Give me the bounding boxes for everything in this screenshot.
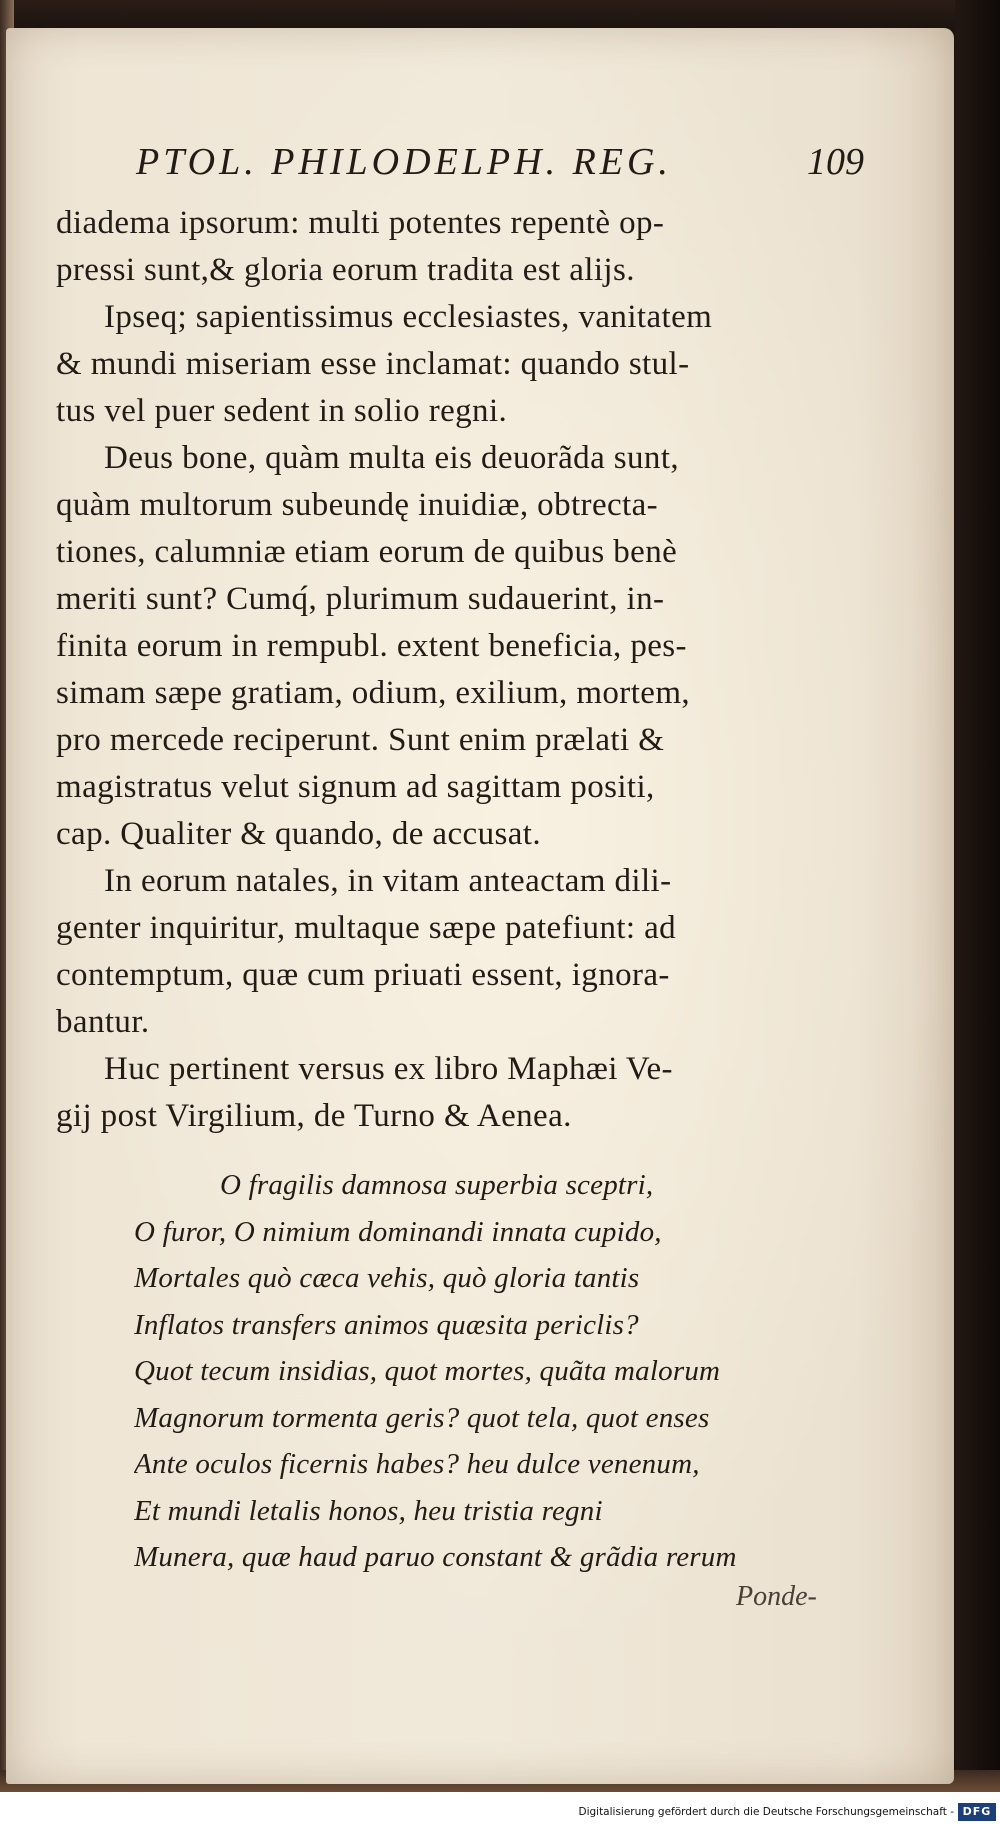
verse-line: O furor, O nimium dominandi innata cupido, xyxy=(134,1215,662,1248)
verse-line: Magnorum tormenta geris? quot tela, quot enses xyxy=(134,1401,710,1434)
running-head-title: PTOL. PHILODELPH. REG. xyxy=(136,141,672,183)
text-line: gij post Virgilium, de Turno & Aenea. xyxy=(56,1098,572,1134)
verse-line: Quot tecum insidias, quot mortes, quãta malorum xyxy=(134,1355,721,1387)
text-line: Huc pertinent versus ex libro Maphæi Ve- xyxy=(104,1051,673,1087)
text-line: tus vel puer sedent in solio regni. xyxy=(56,393,508,429)
page-number: 109 xyxy=(807,141,864,183)
verse-line: Munera, quæ haud paruo constant & grãdia rerum xyxy=(134,1541,737,1573)
text-line: tiones, calumniæ etiam eorum de quibus benè xyxy=(56,534,678,570)
footer-bar xyxy=(0,1792,1000,1828)
text-line: bantur. xyxy=(56,1004,150,1040)
catchword: Ponde- xyxy=(736,1581,817,1612)
text-line: finita eorum in rempubl. extent beneficia, pes- xyxy=(56,628,687,664)
body-text xyxy=(56,200,851,1140)
text-line: diadema ipsorum: multi potentes repentè op- xyxy=(56,205,665,241)
text-line: & mundi miseriam esse inclamat: quando stul- xyxy=(56,346,690,382)
book-cover-right xyxy=(955,0,1000,1800)
verse-line: Mortales quò cæca vehis, quò gloria tantis xyxy=(134,1262,640,1294)
verse-quotation xyxy=(134,1162,854,1581)
verse-line: Et mundi letalis honos, heu tristia regni xyxy=(134,1494,603,1527)
text-line: pressi sunt,& gloria eorum tradita est alijs. xyxy=(56,252,635,288)
text-line: pro mercede reciperunt. Sunt enim prælati & xyxy=(56,722,665,758)
text-line: magistratus velut signum ad sagittam positi, xyxy=(56,769,655,805)
text-line: genter inquiritur, multaque sæpe patefiunt: ad xyxy=(56,910,677,946)
verse-line: Ante oculos ficernis habes? heu dulce venenum, xyxy=(134,1448,700,1480)
text-line: Deus bone, quàm multa eis deuorãda sunt, xyxy=(104,440,680,476)
running-head xyxy=(136,140,864,200)
text-line: meriti sunt? Cumq́, plurimum sudauerint, in- xyxy=(56,581,665,617)
text-line: cap. Qualiter & quando, de accusat. xyxy=(56,816,541,852)
text-line: contemptum, quæ cum priuati essent, ignora- xyxy=(56,957,670,993)
dfg-logo: DFG xyxy=(958,1803,996,1821)
text-line: Ipseq; sapientissimus ecclesiastes, vanitatem xyxy=(104,299,713,335)
verse-line: O fragilis damnosa superbia sceptri, xyxy=(220,1169,654,1201)
book-page xyxy=(6,28,954,1784)
text-line: simam sæpe gratiam, odium, exilium, mortem, xyxy=(56,675,691,711)
verse-line: Inflatos transfers animos quæsita periclis? xyxy=(134,1308,639,1341)
text-line: quàm multorum subeundę inuidiæ, obtrecta- xyxy=(56,487,659,523)
funding-credit: Digitalisierung gefördert durch die Deutsche Forschungsgemeinschaft - xyxy=(578,1806,954,1818)
text-line: In eorum natales, in vitam anteactam dili- xyxy=(104,863,672,899)
